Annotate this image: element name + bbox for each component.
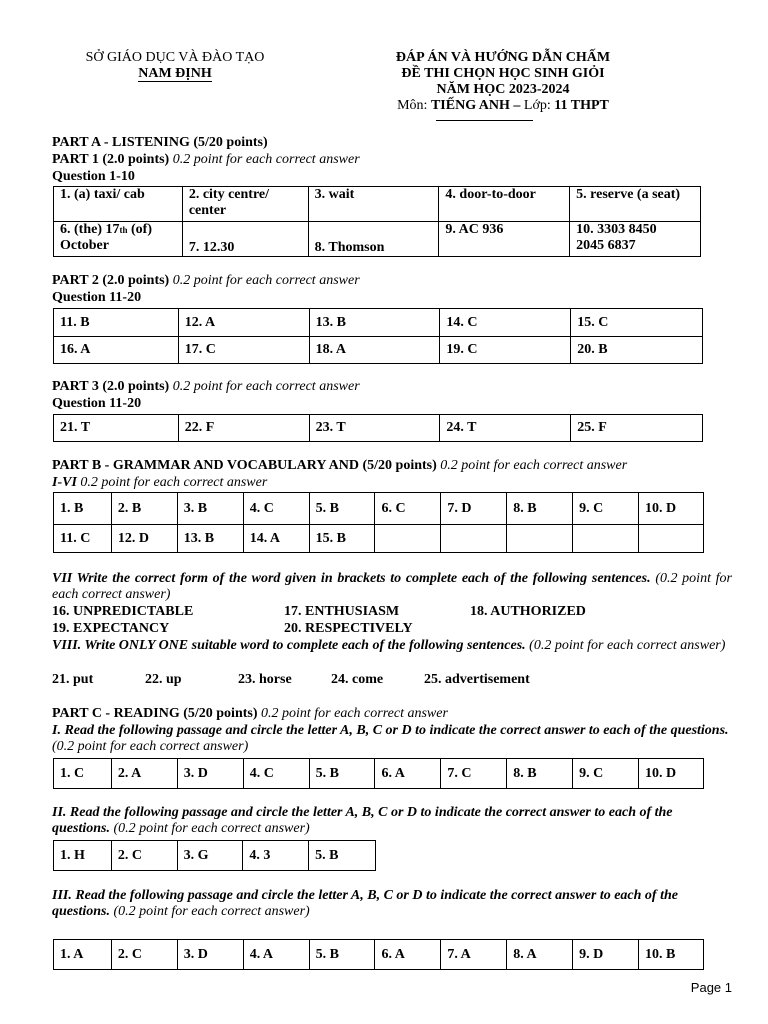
reading-i-instruction bbox=[52, 723, 732, 755]
department-name: SỞ GIÁO DỤC VÀ ĐÀO TẠO bbox=[85, 50, 265, 65]
part-a-title: PART A - LISTENING (5/20 points) bbox=[52, 135, 268, 150]
answer-cell: 20. B bbox=[571, 337, 703, 364]
answer-cell: 5. B bbox=[309, 940, 375, 970]
part-b-sub-heading bbox=[52, 475, 267, 491]
viii-answer: 22. up bbox=[145, 672, 182, 687]
answer-cell: 15. C bbox=[571, 309, 703, 337]
table-row bbox=[54, 493, 704, 525]
table-row bbox=[54, 309, 703, 337]
answer-cell: 12. D bbox=[111, 525, 177, 553]
reading-ii-note: (0.2 point for each correct answer) bbox=[109, 821, 310, 836]
part2-question-range: Question 11-20 bbox=[52, 290, 142, 305]
part2-title: PART 2 (2.0 points) bbox=[52, 273, 170, 288]
part1-heading bbox=[52, 152, 360, 168]
answer-cell: 11. B bbox=[54, 309, 179, 337]
answer-6-suffix: th bbox=[119, 225, 128, 235]
page-number: Page 1 bbox=[690, 980, 732, 995]
answer-cell: 4. A bbox=[243, 940, 309, 970]
viii-answer: 25. advertisement bbox=[424, 672, 530, 687]
answer-cell: 18. A bbox=[309, 337, 440, 364]
answer-cell: 1. B bbox=[54, 493, 112, 525]
reading-ii-text: II. Read the following passage and circle the letter A, B, C or D to indicate the correct answer to each of the questions. bbox=[52, 805, 673, 836]
answer-cell: 9. D bbox=[573, 940, 639, 970]
answer-cell: 2. B bbox=[111, 493, 177, 525]
part1-title: PART 1 (2.0 points) bbox=[52, 152, 170, 167]
answer-cell: 4. door-to-door bbox=[439, 187, 570, 222]
section-vii-text: VII Write the correct form of the word given in brackets to complete each of the following sentences. bbox=[52, 571, 651, 586]
exam-title: ĐỀ THI CHỌN HỌC SINH GIỎI bbox=[401, 66, 605, 81]
answer-cell: 1. C bbox=[54, 759, 112, 789]
answer-cell bbox=[441, 525, 507, 553]
part2-heading bbox=[52, 273, 360, 289]
vii-answer: 18. AUTHORIZED bbox=[470, 604, 586, 619]
class-label: Lớp: bbox=[520, 98, 555, 113]
answer-cell: 19. C bbox=[440, 337, 571, 364]
answer-cell: 5. B bbox=[309, 493, 375, 525]
reading-i-answer-table bbox=[53, 758, 704, 789]
answer-cell: 21. T bbox=[54, 415, 179, 442]
answer-cell bbox=[507, 525, 573, 553]
answer-cell: 2. C bbox=[111, 841, 177, 871]
viii-answer: 23. horse bbox=[238, 672, 292, 687]
answer-cell: 7. A bbox=[441, 940, 507, 970]
table-row bbox=[54, 841, 376, 871]
section-viii-text: VIII. Write ONLY ONE suitable word to complete each of the following sentences. bbox=[52, 638, 526, 653]
answer-cell: 8. B bbox=[507, 759, 573, 789]
part-b-sub-note: 0.2 point for each correct answer bbox=[76, 475, 268, 490]
part-b-sub-title: I-VI bbox=[52, 475, 77, 490]
province-name-text: NAM ĐỊNH bbox=[138, 66, 212, 81]
answer-cell: 13. B bbox=[177, 525, 243, 553]
reading-iii-instruction bbox=[52, 888, 732, 920]
answer-cell bbox=[54, 222, 183, 257]
answer-cell: 13. B bbox=[309, 309, 440, 337]
reading-iii-text: III. Read the following passage and circle the letter A, B, C or D to indicate the correct answer to each of the questions. bbox=[52, 888, 678, 919]
reading-i-text: I. Read the following passage and circle the letter A, B, C or D to indicate the correct answer to each of the questions. bbox=[52, 723, 729, 738]
answer-cell: 3. D bbox=[177, 759, 243, 789]
part2-answer-table bbox=[53, 308, 703, 364]
subject-value: TIẾNG ANH – bbox=[430, 98, 521, 113]
answer-cell: 5. B bbox=[309, 759, 375, 789]
answer-6-part: 6. (the) 17 bbox=[60, 222, 120, 237]
answer-cell bbox=[573, 525, 639, 553]
part-c-note: 0.2 point for each correct answer bbox=[257, 706, 448, 721]
answer-cell: 14. A bbox=[243, 525, 309, 553]
answer-cell: 9. C bbox=[573, 759, 639, 789]
answer-cell: 10. B bbox=[639, 940, 704, 970]
answer-cell: 12. A bbox=[178, 309, 309, 337]
answer-cell: 1. (a) taxi/ cab bbox=[54, 187, 183, 222]
class-value: 11 THPT bbox=[554, 98, 609, 113]
answer-cell: 15. B bbox=[309, 525, 375, 553]
answer-cell: 23. T bbox=[309, 415, 440, 442]
part-b-note: 0.2 point for each correct answer bbox=[436, 458, 628, 473]
vii-answer: 16. UNPREDICTABLE bbox=[52, 604, 194, 619]
subject-label: Môn: bbox=[397, 98, 431, 113]
answer-cell: 17. C bbox=[178, 337, 309, 364]
reading-ii-instruction bbox=[52, 805, 732, 837]
answer-cell: 1. H bbox=[54, 841, 112, 871]
answer-10-line2: 2045 6837 bbox=[576, 238, 636, 253]
answer-cell: 4. 3 bbox=[243, 841, 309, 871]
answer-6-of: (of) bbox=[127, 222, 153, 237]
answer-cell: 10. D bbox=[639, 759, 704, 789]
part1-question-range: Question 1-10 bbox=[52, 169, 135, 184]
answer-cell: 7. C bbox=[441, 759, 507, 789]
viii-answer: 21. put bbox=[52, 672, 94, 687]
province-name bbox=[64, 66, 286, 82]
answer-cell: 6. C bbox=[375, 493, 441, 525]
section-viii-note: (0.2 point for each correct answer) bbox=[525, 638, 726, 653]
reading-ii-answer-table bbox=[53, 840, 376, 871]
answer-cell: 8. A bbox=[507, 940, 573, 970]
part-b-title: PART B - GRAMMAR AND VOCABULARY AND (5/20 points) bbox=[52, 458, 437, 473]
answer-cell: 3. wait bbox=[308, 187, 439, 222]
part2-note: 0.2 point for each correct answer bbox=[169, 273, 360, 288]
answer-cell: 7. 12.30 bbox=[182, 222, 308, 257]
answer-cell: 16. A bbox=[54, 337, 179, 364]
answer-cell: 3. B bbox=[177, 493, 243, 525]
part1-answer-table bbox=[53, 186, 701, 257]
answer-cell bbox=[638, 525, 703, 553]
header-left bbox=[64, 50, 286, 82]
section-viii-instruction bbox=[52, 638, 732, 654]
answer-cell: 4. C bbox=[243, 493, 309, 525]
table-row bbox=[54, 187, 701, 222]
section-vii-note: (0.2 point for each correct answer) bbox=[52, 571, 733, 602]
part-b-heading bbox=[52, 458, 627, 474]
answer-6-month: October bbox=[60, 238, 109, 253]
part-c-title: PART C - READING (5/20 points) bbox=[52, 706, 258, 721]
reading-iii-answer-table bbox=[53, 939, 704, 970]
school-year: NĂM HỌC 2023-2024 bbox=[436, 82, 570, 97]
part-c-heading bbox=[52, 706, 448, 722]
table-row bbox=[54, 940, 704, 970]
part3-note: 0.2 point for each correct answer bbox=[169, 379, 360, 394]
reading-iii-note: (0.2 point for each correct answer) bbox=[109, 904, 310, 919]
table-row bbox=[54, 222, 701, 257]
vii-answer: 20. RESPECTIVELY bbox=[284, 621, 413, 636]
answer-cell: 3. D bbox=[177, 940, 243, 970]
table-row bbox=[54, 759, 704, 789]
answer-cell: 25. F bbox=[571, 415, 703, 442]
answer-cell: 6. A bbox=[375, 759, 441, 789]
vii-answer: 17. ENTHUSIASM bbox=[284, 604, 400, 619]
subject-line bbox=[352, 98, 654, 114]
answer-cell: 3. G bbox=[177, 841, 243, 871]
answer-cell: 8. B bbox=[507, 493, 573, 525]
answer-cell: 4. C bbox=[243, 759, 309, 789]
header-right bbox=[352, 50, 654, 114]
answer-cell: 11. C bbox=[54, 525, 112, 553]
part1-note: 0.2 point for each correct answer bbox=[169, 152, 360, 167]
header-divider bbox=[436, 120, 533, 121]
reading-i-note: (0.2 point for each correct answer) bbox=[52, 739, 249, 754]
table-row bbox=[54, 525, 704, 553]
answer-cell: 5. B bbox=[309, 841, 376, 871]
answer-cell: 6. A bbox=[375, 940, 441, 970]
vii-answer: 19. EXPECTANCY bbox=[52, 621, 170, 636]
answer-cell: 24. T bbox=[440, 415, 571, 442]
answer-cell bbox=[570, 222, 701, 257]
answer-cell: 9. C bbox=[573, 493, 639, 525]
answer-cell: 22. F bbox=[178, 415, 309, 442]
answer-cell: 8. Thomson bbox=[308, 222, 439, 257]
answer-cell: 2. A bbox=[111, 759, 177, 789]
viii-answer: 24. come bbox=[331, 672, 384, 687]
part3-answer-table bbox=[53, 414, 703, 442]
part3-title: PART 3 (2.0 points) bbox=[52, 379, 170, 394]
part-b-answer-table bbox=[53, 492, 704, 553]
answer-cell: 10. D bbox=[638, 493, 703, 525]
answer-cell: 9. AC 936 bbox=[439, 222, 570, 257]
table-row bbox=[54, 337, 703, 364]
part3-question-range: Question 11-20 bbox=[52, 396, 142, 411]
answer-cell: 2. C bbox=[111, 940, 177, 970]
answer-cell bbox=[375, 525, 441, 553]
answer-cell: 2. city centre/ center bbox=[182, 187, 308, 222]
answer-cell: 5. reserve (a seat) bbox=[570, 187, 701, 222]
answer-cell: 7. D bbox=[441, 493, 507, 525]
part3-heading bbox=[52, 379, 360, 395]
section-vii-instruction bbox=[52, 571, 732, 603]
answer-cell: 1. A bbox=[54, 940, 112, 970]
table-row bbox=[54, 415, 703, 442]
answer-cell: 14. C bbox=[440, 309, 571, 337]
answer-10-line1: 10. 3303 8450 bbox=[576, 222, 657, 237]
doc-title: ĐÁP ÁN VÀ HƯỚNG DẪN CHẤM bbox=[395, 50, 611, 65]
